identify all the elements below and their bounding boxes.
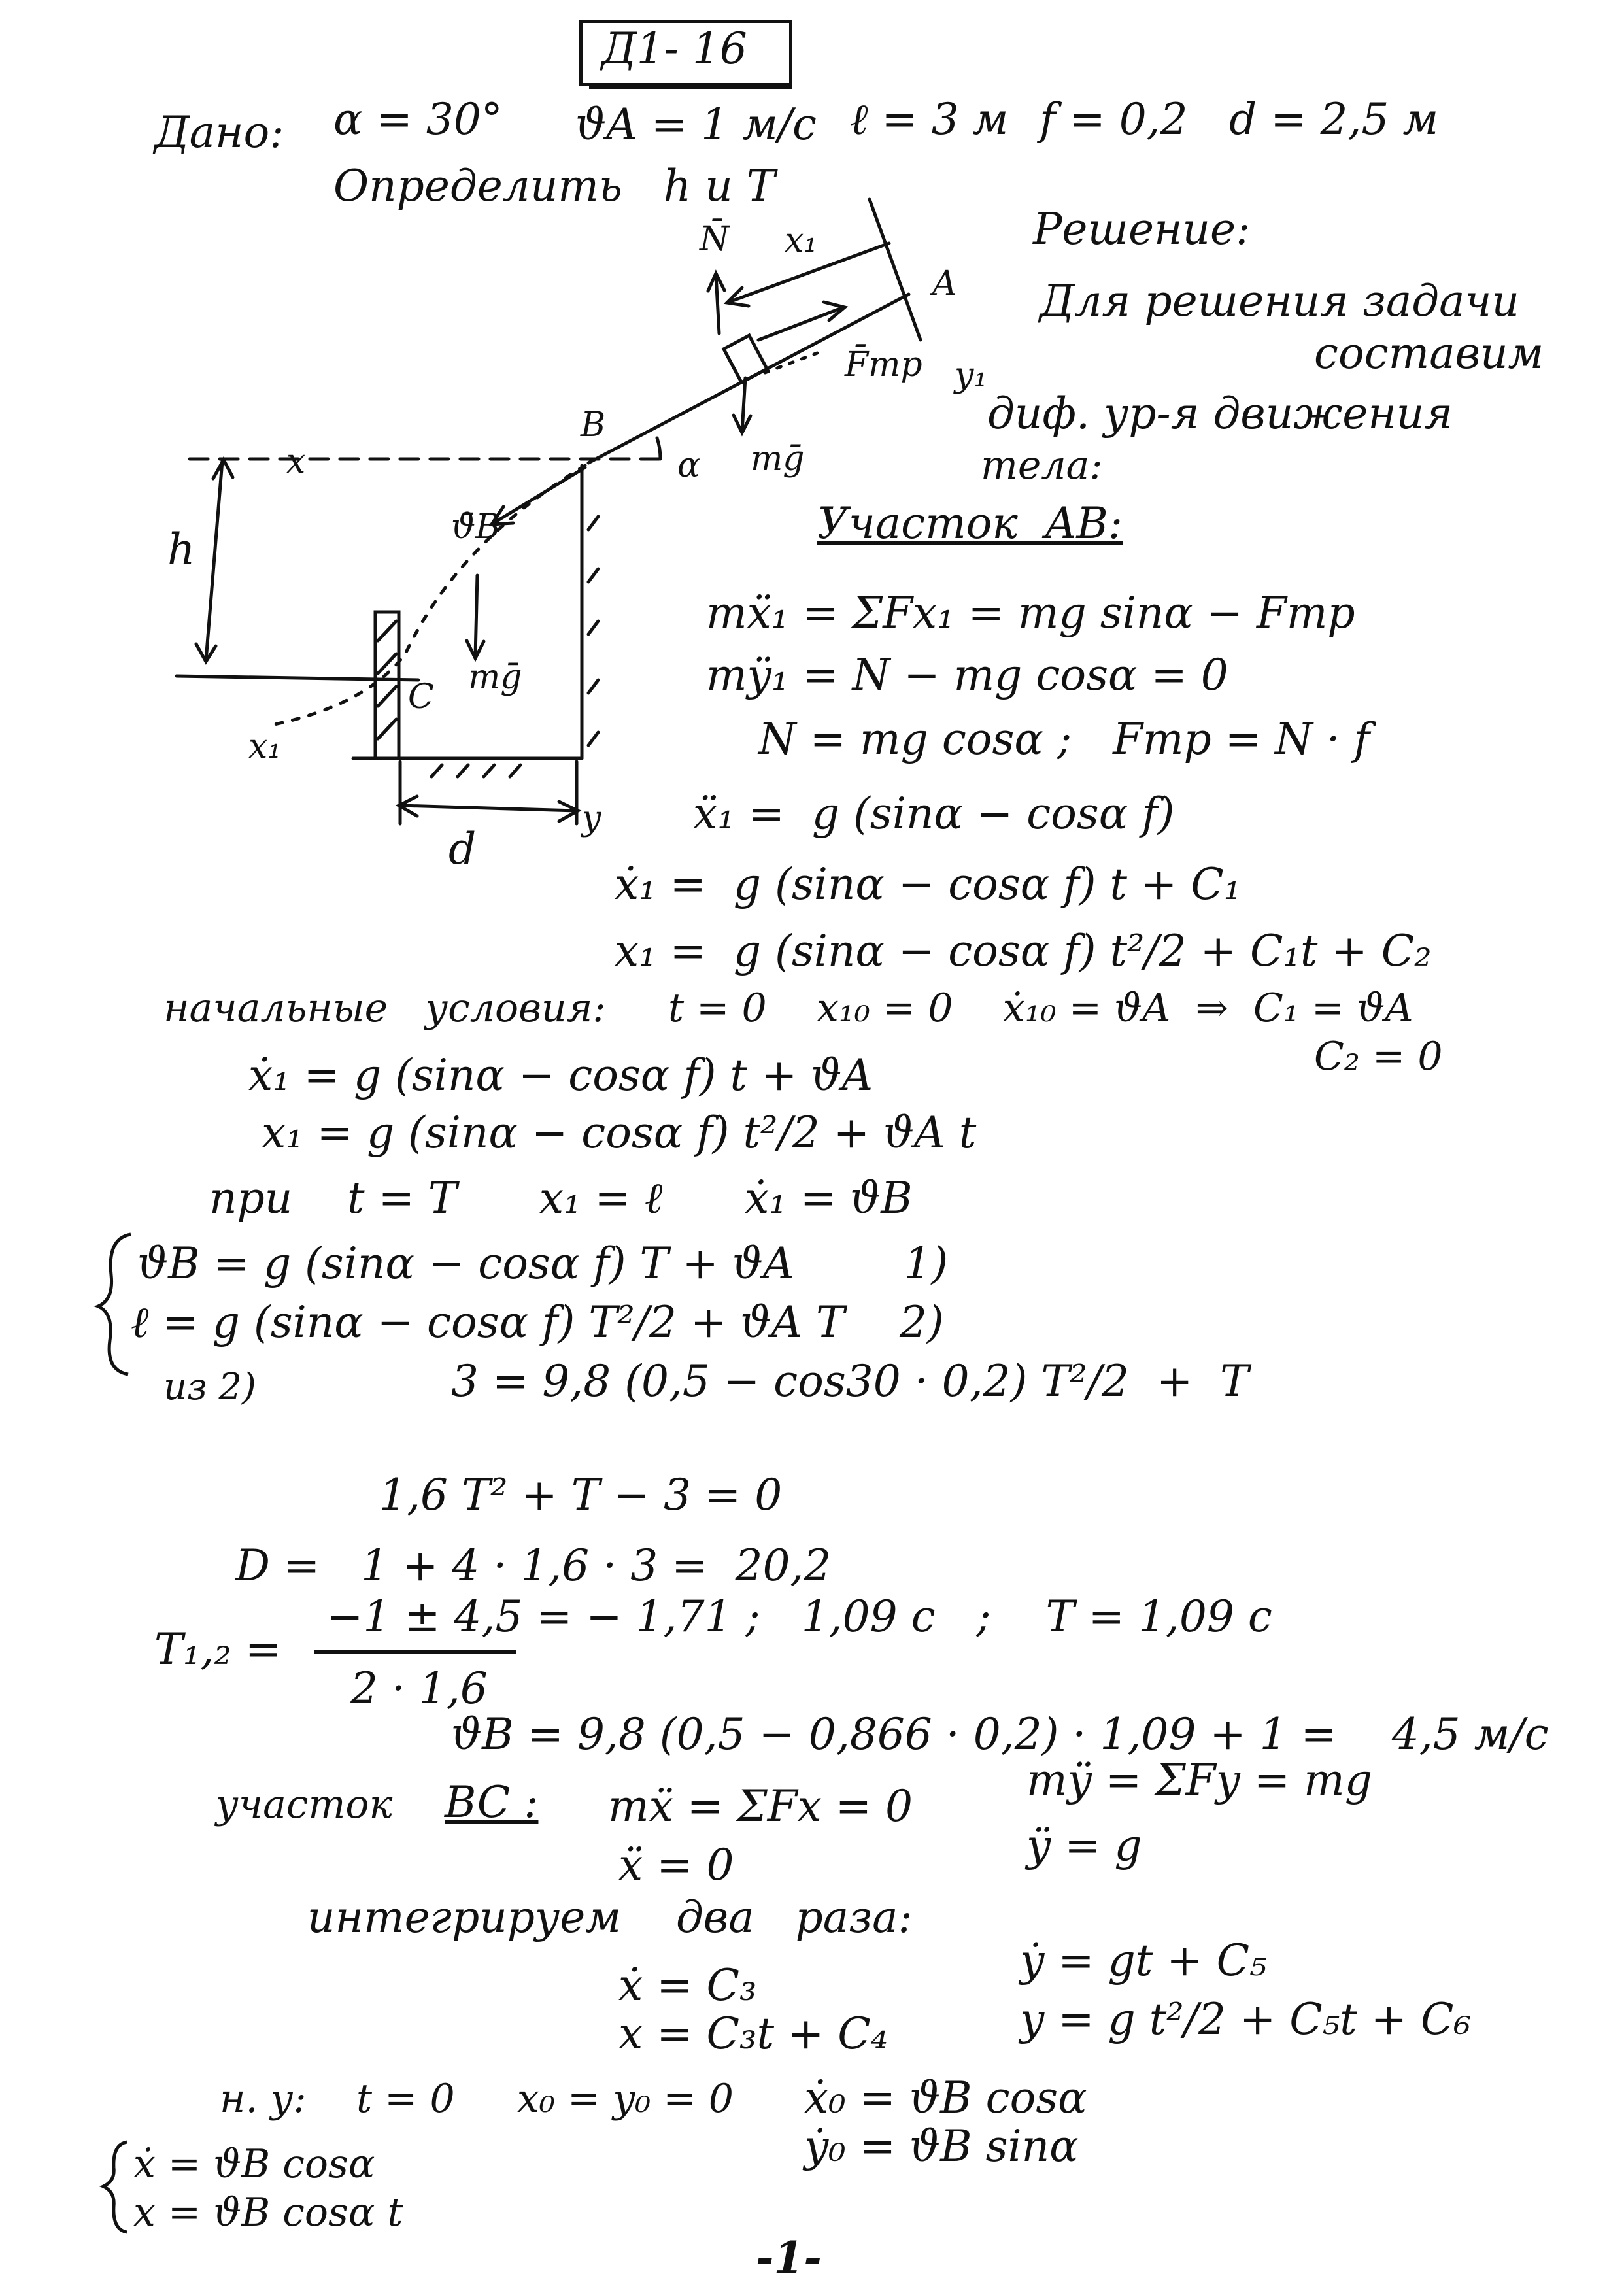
system-eq-2: ℓ = g (sinα − cosα f) T²/2 + ϑA T 2) [131,1297,944,1348]
h-dimension-line [206,461,222,660]
label-h: h [167,524,195,575]
block [724,335,767,382]
label-x-axis: x [286,442,306,481]
given-l: ℓ = 3 м [850,94,1009,144]
equation-13-numerator: −1 ± 4,5 [327,1591,523,1642]
weight-arrow-bottom [475,575,477,657]
label-mg-bottom: mḡ [468,658,522,697]
equation-14: ϑB = 9,8 (0,5 − 0,866 · 0,2) · 1,09 + 1 = 4,5 м/с [451,1709,1549,1759]
solution-heading: Решение: [1033,204,1251,254]
label-y: y [582,799,601,838]
equation-13-denominator: 2 · 1,6 [350,1663,488,1714]
solution-intro-1: Для решения задачи [1040,276,1519,326]
label-alpha: α [677,446,701,485]
equation-10: 3 = 9,8 (0,5 − cos30 · 0,2) T²/2 + T [451,1356,1249,1406]
label-a: A [932,264,957,303]
label-n: N̄ [700,220,730,259]
section-bc-label: участок [216,1782,393,1827]
from-eq-2: из 2) [163,1366,256,1408]
system-brace-2 [98,2138,137,2236]
given-label: Дано: [154,107,284,158]
equation-bc-4: ÿ = g [1026,1820,1142,1871]
given-f: f = 0,2 [1040,94,1188,144]
label-vb: ϑ̄B [451,507,501,547]
equation-bc-12: x = ϑB cosα t [133,2190,403,2235]
label-x1-top: x₁ [785,221,818,260]
fraction-bar [314,1650,516,1654]
mechanics-figure [0,0,1624,915]
equation-11: 1,6 T² + T − 3 = 0 [379,1470,783,1520]
given-va: ϑA = 1 м/с [575,99,817,150]
weight-arrow-top [742,378,745,432]
equation-bc-9: ẋ₀ = ϑB cosα [804,2073,1087,2123]
equation-5: ẋ₁ = g (sinα − cosα f) t + C₁ [615,859,1242,909]
given-d: d = 2,5 м [1229,94,1439,144]
equation-7: ẋ₁ = g (sinα − cosα f) t + ϑA [248,1050,873,1100]
equation-1: mẍ₁ = ΣFx₁ = mg sinα − Fтр [706,588,1355,638]
solution-intro-3: диф. ур-я движения [987,388,1453,439]
equation-6: x₁ = g (sinα − cosα f) t²/2 + C₁t + C₂ [615,926,1432,976]
section-ab-heading: Участок AB: [817,498,1123,549]
equation-bc-10: ẏ₀ = ϑB sinα [804,2121,1079,2171]
equation-bc-7: ẏ = gt + C₅ [1020,1935,1267,1986]
equation-bc-5: ẋ = C₃ [618,1960,757,2011]
equation-9: при t = T x₁ = ℓ ẋ₁ = ϑB [209,1173,913,1223]
equation-bc-3: mÿ = ΣFy = mg [1026,1755,1372,1805]
d-dimension-line [400,806,577,811]
equation-bc-11: ẋ = ϑB cosα [133,2141,375,2187]
plane-end-line [870,199,921,340]
page-title: Д1- 16 [601,24,747,74]
label-c: C [408,677,434,717]
label-b: B [581,405,606,445]
equation-2: mÿ₁ = N − mg cosα = 0 [706,650,1228,700]
equation-bc-2: ẍ = 0 [618,1840,734,1890]
equation-13-right: = − 1,71 ; 1,09 c ; T = 1,09 c [536,1591,1272,1642]
initial-conditions-bc: н. у: t = 0 x₀ = y₀ = 0 [220,2076,734,2122]
alpha-arc [657,438,660,459]
system-eq-1: ϑB = g (sinα − cosα f) T + ϑA 1) [137,1238,949,1289]
given-alpha: α = 30° [333,94,503,144]
equation-bc-1: mẍ = ΣFx = 0 [608,1781,913,1831]
equation-c2: C₂ = 0 [1314,1034,1443,1079]
page-number: -1- [756,2232,822,2283]
equation-3: N = mg cosα ; Fтр = N · f [758,714,1370,764]
equation-13-left: T₁,₂ = [154,1624,282,1674]
c-level-line [177,676,418,680]
label-y1: y₁ [955,356,988,395]
solution-intro-2: составим [1314,328,1544,379]
equation-bc-6: x = C₃t + C₄ [618,2009,888,2059]
solution-intro-4: тела: [981,443,1103,488]
label-ftp: F̄тр [845,345,922,384]
initial-conditions: начальные условия: t = 0 x₁₀ = 0 ẋ₁₀ = ϑA ⇒ C₁ = ϑA [163,985,1413,1031]
label-mg-top: mḡ [751,439,805,479]
equation-8: x₁ = g (sinα − cosα f) t²/2 + ϑA t [262,1108,977,1158]
equation-bc-8: y = g t²/2 + C₅t + C₆ [1020,1994,1471,2045]
find-line: Определить h и T [333,161,775,211]
label-d: d [448,824,477,874]
integrate-twice: интегрируем два раза: [307,1892,913,1943]
normal-force-arrow [716,275,719,333]
equation-12: D = 1 + 4 · 1,6 · 3 = 20,2 [235,1540,832,1591]
section-bc-name: BC : [445,1777,539,1827]
equation-4: ẍ₁ = g (sinα − cosα f) [693,789,1175,839]
label-x1-bottom: x₁ [248,727,282,766]
